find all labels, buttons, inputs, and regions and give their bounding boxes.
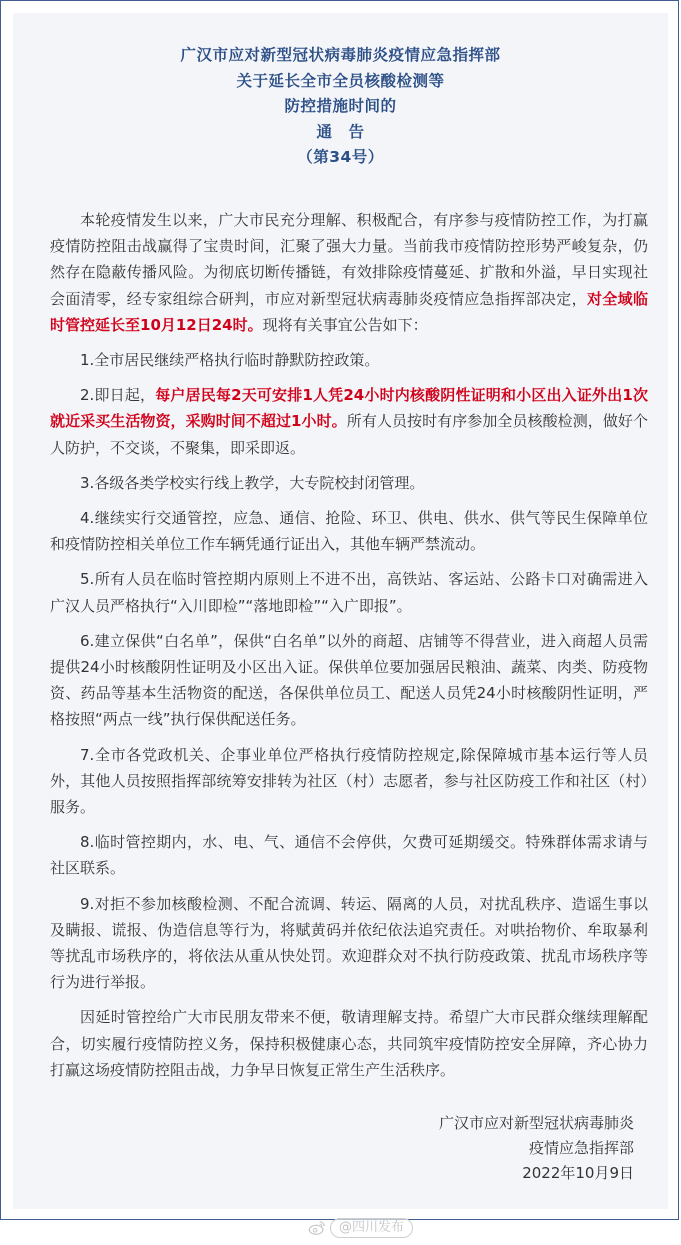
list-item-9: 9.对拒不参加核酸检测、不配合流调、转运、隔离的人员，对扰乱秩序、造谣生事以及瞒报、谎报、伪造信息等行为，将赋黄码并依纪依法追究责任。对哄抬物价、牟取暴利等扰乱市场秩序的，将依法从重从快处罚。欢迎群众对不执行防疫政策、扰乱市场秩序等行为进行举报。 [50,894,648,992]
notice-body [50,207,648,1092]
weibo-icon [308,1219,326,1237]
signature-org-line1: 广汉市应对新型冠状病毒肺炎 [438,1114,634,1132]
subject-title-line1: 关于延长全市全员核酸检测等 [236,71,445,90]
subject-title-line2: 防控措施时间的 [284,97,397,115]
signature-block [439,1111,634,1186]
notice-type-title: 通 告 [316,122,365,141]
signature-date: 2022年10月9日 [522,1164,634,1182]
list-item-2 [50,382,648,461]
watermark-handle: @四川发布 [330,1218,413,1238]
intro-paragraph [50,207,648,338]
intro-text: 本轮疫情发生以来，广大市民充分理解、积极配合，有序参与疫情防控工作，为打赢疫情防控阻击战赢得了宝贵时间，汇聚了强大力量。当前我市疫情防控形势严峻复杂，仍然存在隐蔽传播风险。为彻底切断传播链，有效排除疫情蔓延、扩散和外溢，早日实现社会面清零，经专家组综合研判，市应对新型冠状病毒肺炎疫情应急指挥部决定， [50,211,648,308]
list-item-4: 4.继续实行交通管控，应急、通信、抢险、环卫、供电、供水、供气等民生保障单位和疫情防控相关单位工作车辆凭通行证出入，其他车辆严禁流动。 [50,509,648,554]
item2-suffix: 所有人员按时有序参加全员核酸检测，做好个人防护，不交谈，不聚集，即采即返。 [50,412,648,457]
list-item-8: 8.临时管控期内，水、电、气、通信不会停供，欠费可延期缓交。特殊群体需求请与社区联系。 [50,833,648,878]
closing-paragraph: 因延时管控给广大市民朋友带来不便，敬请理解支持。希望广大市民群众继续理解配合，切实履行疫情防控义务，保持积极健康心态，共同筑牢疫情防控安全屏障，齐心协力打赢这场疫情防控阻击战，力争早日恢复正常生产生活秩序。 [50,1008,648,1079]
list-item-6: 6.建立保供“白名单”，保供“白名单”以外的商超、店铺等不得营业，进入商超人员需提供24小时核酸阴性证明及小区出入证。保供单位要加强居民粮油、蔬菜、肉类、防疫物资、药品等基本生活物资的配送，各保供单位员工、配送人员凭24小时核酸阴性证明，严格按照“两点一线”执行保供配送任务。 [50,631,648,729]
issuer-title: 广汉市应对新型冠状病毒肺炎疫情应急指挥部 [180,46,501,64]
list-item-5: 5.所有人员在临时管控期内原则上不进不出，高铁站、客运站、公路卡口对确需进入广汉人员严格执行“入川即检”“落地即检”“入广即报”。 [50,570,648,615]
signature-org-line2: 疫情应急指挥部 [528,1139,634,1157]
notice-number: （第34号） [297,148,384,166]
weibo-watermark [308,1215,413,1241]
notice-title-block [13,43,668,171]
item2-highlight: 每户居民每2天可安排1人凭24小时内核酸阴性证明和小区出入证外出1次就近采买生活物资，采购时间不超过1小时。 [50,386,648,431]
notice-panel [13,13,668,1209]
list-item-7: 7.全市各党政机关、企事业单位严格执行疫情防控规定,除保障城市基本运行等人员外，其他人员按照指挥部统筹安排转为社区（村）志愿者，参与社区防疫工作和社区（村）服务。 [50,745,648,817]
intro-text-after: 现将有关事宜公告如下： [262,315,428,334]
list-item-3: 3.各级各类学校实行线上教学，大专院校封闭管理。 [80,473,425,492]
intro-highlight: 对全域临时管控延长至10月12日24时。 [50,289,648,334]
list-item-1: 1.全市居民继续严格执行临时静默防控政策。 [80,351,380,370]
item2-prefix: 2.即日起， [80,386,156,405]
